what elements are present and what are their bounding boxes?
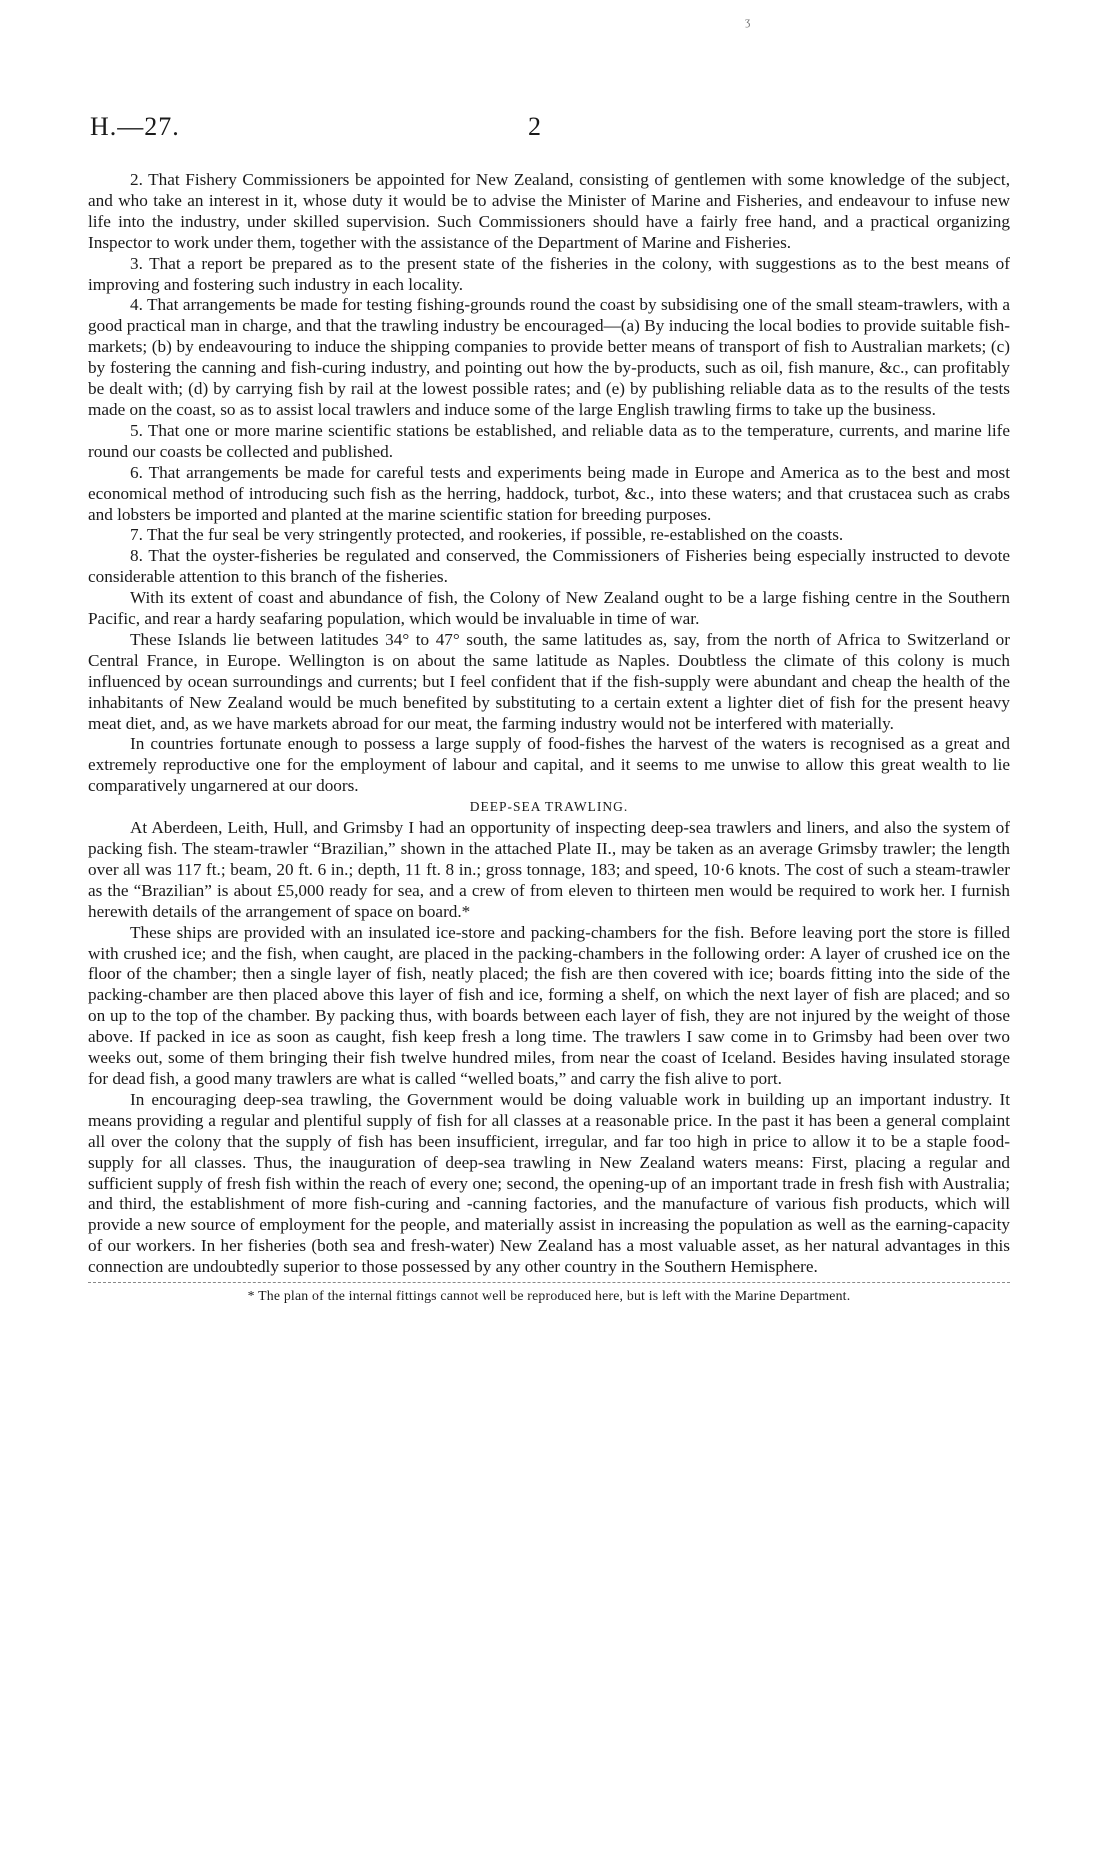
- paragraph-recommendation-7: 7. That the fur seal be very stringently protected, and rookeries, if possible, re-established on the coasts.: [130, 525, 844, 545]
- corner-mark: ʒ: [745, 14, 751, 28]
- paragraph-recommendation-3: 3. That a report be prepared as to the present state of the fisheries in the colony, with suggestions as to the best means of improving and fostering such industry in each locality.: [88, 253, 1010, 294]
- footnote-divider: [88, 1282, 1010, 1283]
- footnote: * The plan of the internal fittings cannot well be reproduced here, but is left with the Marine Department.: [247, 1288, 851, 1304]
- paragraph-harvest-of-waters: In countries fortunate enough to possess a large supply of food-fishes the harvest of the waters is recognised as a great and extremely reproductive one for the employment of labour and capital, and it seems to me unwise to allow this great wealth to lie comparatively ungarnered at our doors.: [88, 734, 1010, 796]
- document-reference: H.—27.: [90, 112, 180, 141]
- paragraph-recommendation-4: 4. That arrangements be made for testing fishing-grounds round the coast by subsidising one of the small steam-trawlers, with a good practical man in charge, and that the trawling industry be encouraged—(a) By inducing the local bodies to provide suitable fish-markets; (b) by endeavouring to induce the shipping companies to provide better means of transport of fish to Australian markets; (c) by fostering the canning and fish-curing industry, and pointing out how the by-products, such as oil, fish manure, &c., can profitably be dealt with; (d) by carrying fish by rail at the lowest possible rates; and (e) by publishing reliable data as to the results of the tests made on the coast, so as to assist local trawlers and induce some of the large English trawling firms to take up the business.: [88, 295, 1010, 419]
- paragraph-aberdeen-trawlers: At Aberdeen, Leith, Hull, and Grimsby I had an opportunity of inspecting deep-sea trawlers and liners, and also the system of packing fish. The steam-trawler “Brazilian,” shown in the attached Plate II., may be taken as an average Grimsby trawler; the length over all was 117 ft.; beam, 20 ft. 6 in.; depth, 11 ft. 8 in.; gross tonnage, 183; and speed, 10·6 knots. The cost of such a steam-trawler as the “Brazilian” is about £5,000 ready for sea, and a crew of from eleven to thirteen men would be required to work her. I furnish herewith details of the arrangement of space on board.*: [88, 818, 1010, 921]
- paragraph-recommendation-5: 5. That one or more marine scientific stations be established, and reliable data as to the temperature, currents, and marine life round our coasts be collected and published.: [88, 420, 1010, 461]
- page-number: 2: [528, 112, 541, 141]
- section-heading: DEEP-SEA TRAWLING.: [469, 799, 629, 815]
- paragraph-recommendation-8: 8. That the oyster-fisheries be regulated and conserved, the Commissioners of Fisheries being especially instructed to devote considerable attention to this branch of the fisheries.: [88, 546, 1010, 587]
- body-text: [88, 170, 1010, 1304]
- paragraph-recommendation-6: 6. That arrangements be made for careful tests and experiments being made in Europe and America as to the best and most economical method of introducing such fish as the herring, haddock, turbot, &c., into these waters; and that crustacea such as crabs and lobsters be imported and planted at the marine scientific station for breeding purposes.: [88, 462, 1010, 524]
- paragraph-recommendation-2: 2. That Fishery Commissioners be appointed for New Zealand, consisting of gentlemen with some knowledge of the subject, and who take an interest in it, whose duty it would be to advise the Minister of Marine and Fisheries, and endeavour to infuse new life into the industry, under skilled supervision. Such Commissioners should have a fairly free hand, and a practical organizing Inspector to work under them, together with the assistance of the Department of Marine and Fisheries.: [88, 170, 1010, 252]
- page-header: [90, 112, 1010, 152]
- paragraph-fishing-centre: With its extent of coast and abundance of fish, the Colony of New Zealand ought to be a large fishing centre in the Southern Pacific, and rear a hardy seafaring population, which would be invaluable in time of war.: [88, 588, 1010, 629]
- paragraph-latitudes: These Islands lie between latitudes 34° to 47° south, the same latitudes as, say, from the north of Africa to Switzerland or Central France, in Europe. Wellington is on about the same latitude as Naples. Doubtless the climate of this colony is much influenced by ocean surroundings and currents; but I feel confident that if the fish-supply were abundant and cheap the health of the inhabitants of New Zealand would be much benefited by substituting to a certain extent a lighter diet of fish for the present heavy meat diet, and, as we have markets abroad for our meat, the farming industry would not be interfered with materially.: [88, 629, 1010, 733]
- paragraph-encouraging-trawling: In encouraging deep-sea trawling, the Government would be doing valuable work in building up an important industry. It means providing a regular and plentiful supply of fish for all classes at a reasonable price. In the past it has been a general complaint all over the colony that the supply of fish has been insufficient, irregular, and far too high in price to allow it to be a staple food-supply for all classes. Thus, the inauguration of deep-sea trawling in New Zealand waters means: First, placing a regular and sufficient supply of fresh fish within the reach of every one; second, the opening-up of an important trade in fresh fish with Australia; and third, the establishment of more fish-curing and -canning factories, and the manufacture of various fish products, which will provide a new source of employment for the people, and materially assist in increasing the population as well as the earning-capacity of our workers. In her fisheries (both sea and fresh-water) New Zealand has a most valuable asset, as her natural advantages in this connection are undoubtedly superior to those possessed by any other country in the Southern Hemisphere.: [88, 1089, 1010, 1277]
- paragraph-ice-store: These ships are provided with an insulated ice-store and packing-chambers for the fish. Before leaving port the store is filled with crushed ice; and the fish, when caught, are placed in the packing-chambers in the following order: A layer of crushed ice on the floor of the chamber; then a single layer of fish, neatly placed; the fish are then covered with ice; boards fitting into the side of the packing-chamber are then placed above this layer of fish and ice, forming a shelf, on which the next layer of fish are placed; and so on up to the top of the chamber. By packing thus, with boards between each layer of fish, they are not injured by the weight of those above. If packed in ice as soon as caught, fish keep fresh a long time. The trawlers I saw come in to Grimsby had been over two weeks out, some of them bringing their fish twelve hundred miles, from near the coast of Iceland. Besides having insulated storage for dead fish, a good many trawlers are what is called “welled boats,” and carry the fish alive to port.: [88, 922, 1010, 1088]
